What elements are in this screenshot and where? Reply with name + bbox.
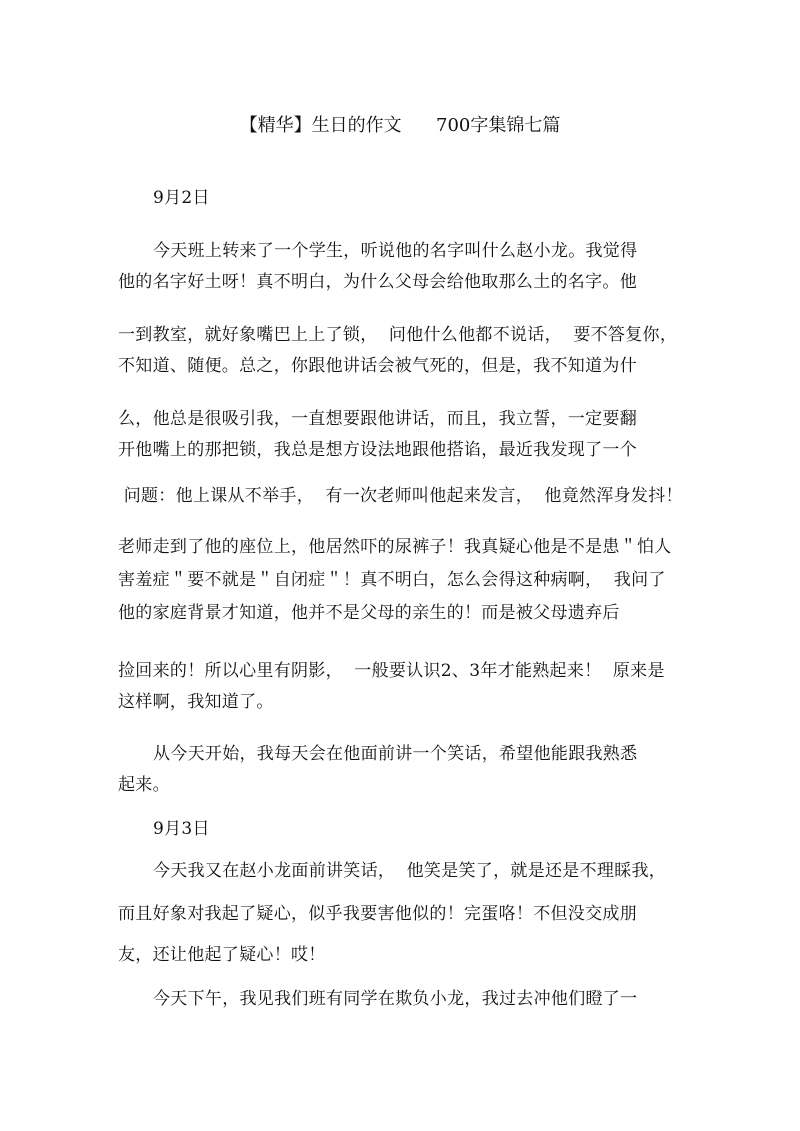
paragraph-line: 而且好象对我起了疑心，似乎我要害他似的！完蛋咯！不但没交成朋 bbox=[118, 904, 637, 924]
paragraph-line: 今天班上转来了一个学生，听说他的名字叫什么赵小龙。我觉得 bbox=[153, 241, 638, 261]
paragraph-line: 友，还让他起了疑心！哎！ bbox=[118, 945, 326, 965]
paragraph-line: 开他嘴上的那把锁，我总是想方设法地跟他搭谄，最近我发现了一个 bbox=[118, 440, 637, 460]
paragraph-line: 害羞症＂要不就是＂自闭症＂！真不明白，怎么会得这种病啊， 我问了 bbox=[118, 570, 666, 590]
paragraph-line: 今天下午，我见我们班有同学在欺负小龙，我过去冲他们瞪了一 bbox=[153, 989, 638, 1009]
date-heading: 9月2日 bbox=[153, 188, 210, 208]
paragraph-line: 他的家庭背景才知道，他并不是父母的亲生的！而是被父母遗弃后 bbox=[118, 603, 620, 623]
paragraph-line: 今天我又在赵小龙面前讲笑话， 他笑是笑了，就是还是不理睬我， bbox=[153, 861, 667, 881]
paragraph-line: 起来。 bbox=[118, 775, 170, 795]
paragraph-line: 从今天开始，我每天会在他面前讲一个笑话，希望他能跟我熟悉 bbox=[153, 744, 638, 764]
paragraph-line: 老师走到了他的座位上，他居然吓的尿裤子！我真疑心他是不是患＂怕人 bbox=[118, 537, 672, 557]
paragraph-line: 捡回来的！所以心里有阴影， 一般要认识2、3年才能熟起来！ 原来是 bbox=[118, 661, 665, 681]
paragraph-line: 么，他总是很吸引我，一直想要跟他讲话，而且，我立誓，一定要翻 bbox=[118, 409, 637, 429]
paragraph-line: 问题：他上课从不举手， 有一次老师叫他起来发言， 他竟然浑身发抖！ bbox=[118, 486, 683, 506]
paragraph-line: 不知道、随便。总之，你跟他讲话会被气死的，但是，我不知道为什 bbox=[118, 356, 637, 376]
paragraph-line: 这样啊，我知道了。 bbox=[118, 692, 274, 712]
document-title: 【精华】生日的作文 700字集锦七篇 bbox=[239, 115, 561, 136]
date-heading: 9月3日 bbox=[153, 819, 210, 839]
paragraph-line: 他的名字好土呀！真不明白，为什么父母会给他取那么土的名字。他 bbox=[118, 272, 637, 292]
paragraph-line: 一到教室，就好象嘴巴上上了锁， 问他什么他都不说话， 要不答复你， bbox=[118, 325, 678, 345]
